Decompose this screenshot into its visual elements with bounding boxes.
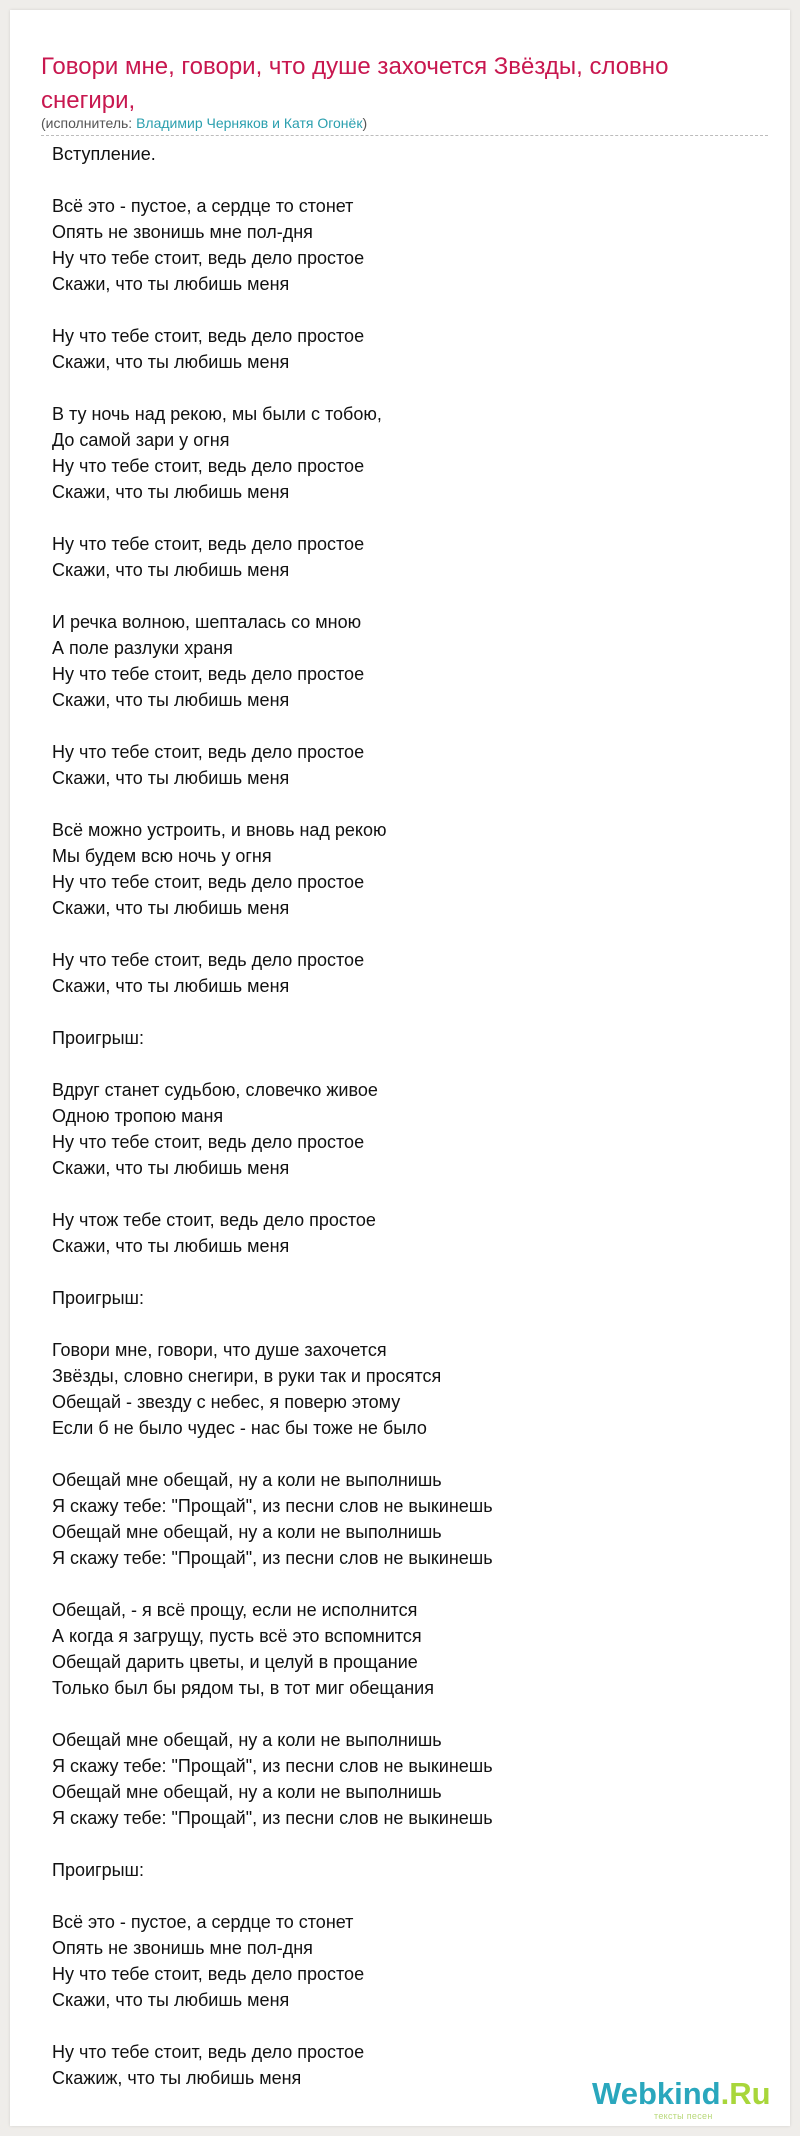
logo-main-text: Webkind [592,2076,721,2111]
performer-prefix: (исполнитель: [41,115,137,131]
page-title: Говори мне, говори, что душе захочется Звёзды, словно снегири, [41,53,669,114]
lyrics-text: Вступление. Всё это - пустое, а сердце то стонет Опять не звонишь мне пол-дня Ну что тебе стоит, ведь дело простое Скажи, что ты любишь меня Ну что тебе стоит, ведь дело простое Скажи, что ты любишь меня В ту ночь над рекою, мы были с тобою, До самой зари у огня Ну что тебе стоит, ведь дело простое Скажи, что ты любишь меня Ну что тебе стоит, ведь дело простое Скажи, что ты любишь меня И речка волною, шепталась со мною А поле разлуки храня Ну что тебе стоит, ведь дело простое Скажи, что ты любишь меня Ну что тебе стоит, ведь дело простое Скажи, что ты любишь меня Всё можно устроить, и вновь над рекою Мы будем всю ночь у огня Ну что тебе стоит, ведь дело простое Скажи, что ты любишь меня Ну что тебе стоит, ведь дело простое Скажи, что ты любишь меня Проигрыш: Вдруг станет судьбою, словечко живое Одною тропою маня Ну что тебе стоит, ведь дело простое Скажи, что ты любишь меня Ну чтож тебе стоит, ведь дело простое Скажи, что ты любишь меня Проигрыш: Говори мне, говори, что душе захочется Звёзды, словно снегири, в руки так и просятся Обещай - звезду с небес, я поверю этому Если б не было чудес - нас бы тоже не было Обещай мне обещай, ну а коли не выполнишь Я скажу тебе: "Прощай", из песни слов не выкинешь Обещай мне обещай, ну а коли не выполнишь Я скажу тебе: "Прощай", из песни слов не выкинешь Обещай, - я всё прощу, если не исполнится А когда я загрущу, пусть всё это вспомнится Обещай дарить цветы, и целуй в прощание Только был бы рядом ты, в тот миг обещания Обещай мне обещай, ну а коли не выполнишь Я скажу тебе: "Прощай", из песни слов не выкинешь Обещай мне обещай, ну а коли не выполнишь Я скажу тебе: "Прощай", из песни слов не выкинешь Проигрыш: Всё это - пустое, а сердце то стонет Опять не звонишь мне пол-дня Ну что тебе стоит, ведь дело простое Скажи, что ты любишь меня Ну что тебе стоит, ведь дело простое Скажиж, что ты любишь меня [52,144,493,2088]
logo-tld-text: .Ru [720,2076,771,2111]
performer-link[interactable]: Владимир Черняков и Катя Огонёк [136,115,363,131]
performer-line [41,114,768,136]
logo-wordmark [592,2076,771,2112]
webkind-logo[interactable] [592,2076,782,2126]
performer-suffix: ) [362,115,368,131]
logo-tagline: тексты песен [654,2111,713,2121]
lyrics-card [10,10,790,2126]
